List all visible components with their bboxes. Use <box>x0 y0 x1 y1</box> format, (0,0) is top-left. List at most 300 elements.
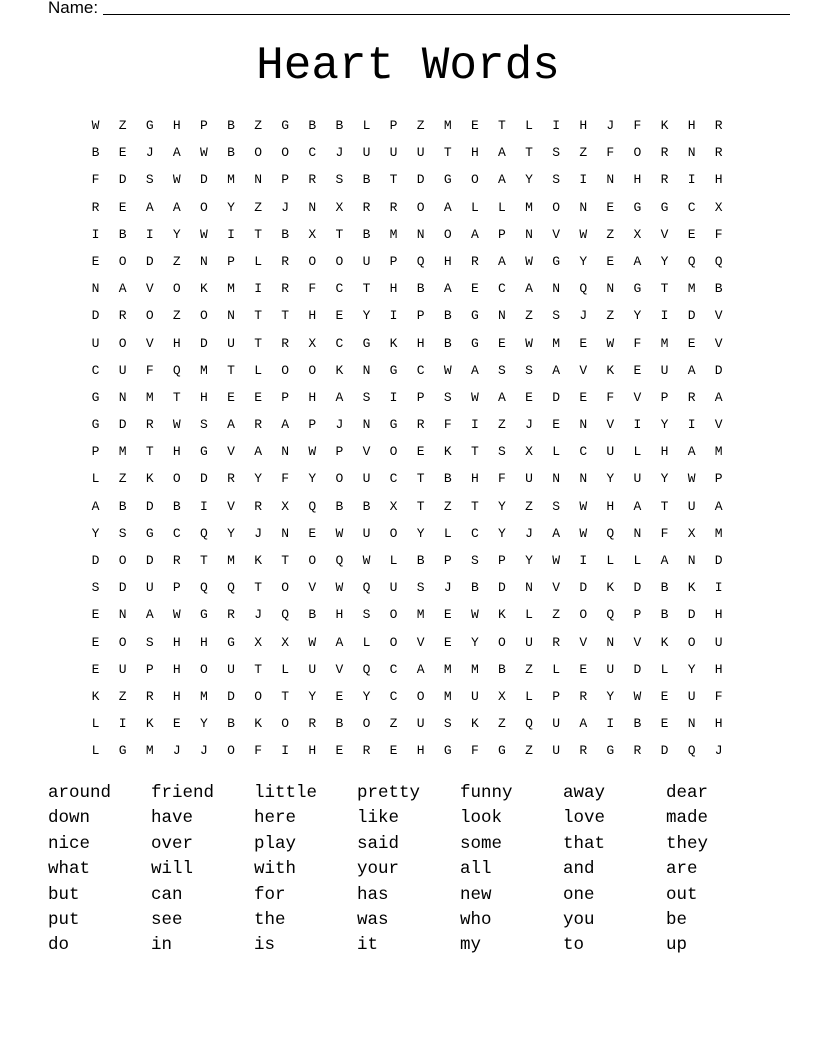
grid-letter: G <box>145 525 154 541</box>
grid-letter: N <box>118 607 127 623</box>
grid-letter: G <box>552 253 561 269</box>
grid-letter: K <box>443 444 452 460</box>
grid-letter: P <box>335 444 344 460</box>
grid-letter: T <box>281 308 290 324</box>
grid-letter: R <box>660 145 669 161</box>
grid-letter: F <box>633 335 642 351</box>
grid-letter: O <box>416 199 425 215</box>
grid-letter: X <box>281 498 290 514</box>
grid-letter: G <box>633 199 642 215</box>
grid-letter: U <box>118 661 127 677</box>
grid-letter: H <box>335 607 344 623</box>
grid-letter: A <box>118 281 127 297</box>
grid-letter: D <box>118 417 127 433</box>
grid-letter: X <box>281 634 290 650</box>
grid-letter: N <box>227 308 235 324</box>
grid-letter: Y <box>227 199 235 215</box>
grid-letter: Y <box>660 417 669 433</box>
grid-letter: F <box>660 525 669 541</box>
name-label: Name: <box>48 0 99 17</box>
grid-letter: N <box>552 281 561 297</box>
grid-letter: S <box>200 417 208 433</box>
grid-letter: R <box>714 145 723 161</box>
grid-letter: Z <box>498 716 506 732</box>
grid-letter: O <box>389 634 398 650</box>
grid-letter: V <box>145 335 154 351</box>
grid-letter: D <box>687 607 696 623</box>
grid-letter: L <box>552 661 561 677</box>
grid-row <box>82 302 734 329</box>
grid-letter: F <box>281 471 290 487</box>
grid-letter: P <box>498 553 506 568</box>
grid-letter: L <box>362 118 371 133</box>
word-bank-item: to <box>563 935 585 956</box>
grid-letter: V <box>145 281 154 297</box>
grid-letter: Y <box>579 253 588 269</box>
grid-letter: G <box>498 743 506 759</box>
grid-letter: E <box>91 634 100 650</box>
grid-letter: H <box>470 471 479 487</box>
grid-letter: E <box>91 661 100 677</box>
grid-letter: L <box>91 471 100 487</box>
grid-letter: H <box>172 444 181 460</box>
grid-letter: V <box>633 389 642 405</box>
grid-row <box>82 166 734 193</box>
grid-letter: A <box>443 281 452 297</box>
grid-letter: A <box>470 226 479 242</box>
grid-letter: O <box>389 607 398 623</box>
grid-letter: L <box>633 444 642 460</box>
grid-letter: U <box>606 661 615 677</box>
word-bank-item: down <box>48 808 91 829</box>
grid-letter: Y <box>525 553 533 568</box>
grid-letter: B <box>660 580 669 596</box>
word-bank-item: dear <box>666 783 709 803</box>
grid-letter: P <box>389 253 398 269</box>
grid-letter: H <box>172 634 181 650</box>
grid-letter: S <box>552 498 561 514</box>
grid-letter: J <box>335 145 344 161</box>
grid-letter: E <box>91 253 100 269</box>
grid-row <box>82 520 734 547</box>
grid-letter: Z <box>579 145 588 161</box>
word-bank <box>48 781 768 959</box>
grid-letter: E <box>660 716 669 732</box>
grid-letter: Q <box>308 498 317 514</box>
grid-letter: T <box>443 145 452 161</box>
grid-letter: D <box>687 308 696 324</box>
grid-letter: H <box>200 389 208 405</box>
grid-row <box>82 629 734 656</box>
grid-letter: Y <box>416 525 425 541</box>
word-bank-item: out <box>666 884 698 905</box>
grid-letter: G <box>227 634 235 650</box>
grid-letter: G <box>633 281 642 297</box>
grid-letter: C <box>172 525 181 541</box>
grid-letter: Y <box>362 688 371 704</box>
grid-letter: S <box>470 553 479 568</box>
word-bank-item: new <box>460 884 492 905</box>
grid-letter: A <box>633 498 642 514</box>
grid-letter: B <box>118 498 127 514</box>
grid-letter: H <box>172 661 181 677</box>
grid-letter: M <box>687 281 696 297</box>
grid-letter: E <box>606 199 615 215</box>
grid-letter: D <box>498 580 506 596</box>
grid-letter: V <box>633 634 642 650</box>
grid-letter: M <box>525 199 533 215</box>
grid-letter: C <box>470 525 479 541</box>
grid-letter: H <box>714 607 723 623</box>
grid-letter: X <box>687 525 696 541</box>
grid-letter: A <box>525 281 533 297</box>
word-bank-item: you <box>563 909 595 930</box>
word-bank-item: made <box>666 808 709 829</box>
grid-letter: K <box>145 716 154 732</box>
grid-letter: W <box>335 525 344 541</box>
grid-letter: Q <box>362 661 371 677</box>
grid-letter: T <box>416 498 425 514</box>
word-bank-item: love <box>563 808 606 829</box>
grid-letter: P <box>443 553 452 568</box>
grid-letter: A <box>552 362 561 378</box>
grid-letter: Q <box>227 580 235 596</box>
letter-grid <box>82 112 734 765</box>
grid-letter: V <box>579 362 588 378</box>
grid-letter: U <box>362 253 371 269</box>
grid-letter: H <box>633 172 642 188</box>
grid-letter: Y <box>606 471 615 487</box>
grid-letter: L <box>281 661 290 677</box>
grid-letter: U <box>687 498 696 514</box>
grid-letter: P <box>281 389 290 405</box>
word-bank-item: and <box>563 859 595 880</box>
grid-letter: E <box>335 308 344 324</box>
grid-letter: Q <box>687 253 696 269</box>
grid-letter: N <box>308 199 317 215</box>
grid-letter: T <box>362 281 371 297</box>
grid-letter: Y <box>308 688 317 704</box>
grid-letter: A <box>633 253 642 269</box>
grid-letter: D <box>145 253 154 269</box>
grid-letter: E <box>470 281 479 297</box>
grid-letter: P <box>416 308 425 324</box>
grid-letter: L <box>525 607 533 623</box>
grid-letter: R <box>362 743 371 759</box>
grid-letter: D <box>660 743 669 759</box>
grid-letter: S <box>498 362 506 378</box>
grid-letter: X <box>525 444 533 460</box>
grid-row <box>82 112 734 139</box>
word-bank-item: all <box>460 859 492 880</box>
grid-letter: A <box>498 172 506 188</box>
grid-letter: S <box>552 172 561 188</box>
grid-letter: R <box>281 253 290 269</box>
word-bank-item: in <box>151 935 173 956</box>
grid-row <box>82 384 734 411</box>
grid-letter: W <box>606 335 615 351</box>
grid-letter: M <box>389 226 398 242</box>
grid-letter: W <box>443 362 452 378</box>
grid-letter: S <box>552 145 561 161</box>
grid-letter: T <box>470 444 479 460</box>
grid-letter: A <box>335 634 344 650</box>
grid-letter: D <box>145 498 154 514</box>
grid-letter: Z <box>606 226 615 242</box>
grid-letter: J <box>281 199 290 215</box>
grid-letter: Y <box>227 525 235 541</box>
grid-letter: H <box>172 688 181 704</box>
grid-letter: D <box>118 172 127 188</box>
grid-letter: M <box>227 172 235 188</box>
grid-letter: E <box>660 688 669 704</box>
grid-letter: C <box>687 199 696 215</box>
grid-letter: T <box>525 145 533 161</box>
grid-letter: M <box>200 688 208 704</box>
grid-letter: J <box>579 308 588 324</box>
grid-letter: K <box>687 580 696 596</box>
word-bank-item: nice <box>48 833 91 854</box>
grid-letter: I <box>389 389 398 405</box>
grid-letter: A <box>416 661 425 677</box>
grid-letter: B <box>633 716 642 732</box>
grid-letter: G <box>91 389 100 405</box>
grid-letter: O <box>335 253 344 269</box>
grid-letter: A <box>172 145 181 161</box>
grid-letter: V <box>714 417 723 433</box>
grid-letter: W <box>172 172 181 188</box>
grid-row <box>82 221 734 248</box>
grid-letter: O <box>145 308 154 324</box>
grid-letter: U <box>525 471 533 487</box>
grid-letter: F <box>443 417 452 433</box>
grid-letter: O <box>254 688 263 704</box>
grid-letter: U <box>389 145 398 161</box>
grid-letter: U <box>525 634 533 650</box>
name-line <box>103 14 790 15</box>
word-bank-item: pretty <box>357 783 421 803</box>
grid-letter: C <box>416 362 425 378</box>
grid-letter: B <box>660 607 669 623</box>
grid-letter: Z <box>498 417 506 433</box>
grid-letter: W <box>525 253 533 269</box>
grid-row <box>82 139 734 166</box>
grid-letter: M <box>227 281 235 297</box>
grid-letter: N <box>579 199 588 215</box>
grid-letter: I <box>687 417 696 433</box>
grid-letter: E <box>579 661 588 677</box>
grid-letter: S <box>443 389 452 405</box>
grid-letter: O <box>200 199 208 215</box>
grid-letter: A <box>687 362 696 378</box>
grid-letter: S <box>498 444 506 460</box>
grid-letter: B <box>498 661 506 677</box>
grid-letter: Z <box>443 498 452 514</box>
grid-letter: L <box>552 444 561 460</box>
word-bank-item: but <box>48 884 80 905</box>
grid-letter: V <box>660 226 669 242</box>
grid-letter: X <box>714 199 723 215</box>
grid-letter: W <box>308 634 317 650</box>
grid-letter: E <box>606 253 615 269</box>
grid-letter: B <box>470 580 479 596</box>
grid-letter: C <box>498 281 506 297</box>
grid-letter: A <box>281 417 290 433</box>
grid-letter: I <box>579 172 588 188</box>
grid-letter: H <box>416 335 425 351</box>
word-bank-item: away <box>563 783 606 803</box>
grid-letter: L <box>443 525 452 541</box>
grid-letter: N <box>687 716 696 732</box>
grid-letter: M <box>552 335 561 351</box>
grid-letter: A <box>172 199 181 215</box>
grid-letter: Q <box>200 525 208 541</box>
grid-letter: V <box>714 335 723 351</box>
grid-letter: I <box>145 226 154 242</box>
grid-letter: P <box>552 688 561 704</box>
grid-letter: O <box>118 634 127 650</box>
grid-letter: Y <box>498 498 506 514</box>
grid-letter: K <box>470 716 479 732</box>
grid-letter: D <box>552 389 561 405</box>
grid-letter: B <box>308 118 317 133</box>
grid-letter: K <box>335 362 344 378</box>
grid-letter: N <box>362 417 371 433</box>
grid-letter: E <box>416 444 425 460</box>
word-bank-item: do <box>48 935 70 956</box>
word-bank-item: see <box>151 909 183 930</box>
grid-letter: L <box>498 199 506 215</box>
grid-letter: E <box>335 743 344 759</box>
grid-letter: O <box>118 335 127 351</box>
grid-letter: L <box>525 118 533 133</box>
grid-letter: A <box>470 362 479 378</box>
grid-letter: N <box>606 634 615 650</box>
grid-letter: O <box>254 145 263 161</box>
grid-letter: A <box>687 444 696 460</box>
grid-letter: M <box>145 389 154 405</box>
grid-letter: A <box>714 389 723 405</box>
grid-letter: H <box>172 335 181 351</box>
grid-letter: O <box>308 362 317 378</box>
grid-letter: C <box>389 471 398 487</box>
grid-row <box>82 194 734 221</box>
grid-letter: A <box>498 389 506 405</box>
word-bank-item: have <box>151 808 194 829</box>
grid-letter: V <box>552 580 561 596</box>
grid-letter: D <box>579 580 588 596</box>
grid-letter: O <box>281 580 290 596</box>
grid-letter: B <box>416 281 425 297</box>
grid-letter: U <box>145 580 154 596</box>
grid-letter: A <box>498 253 506 269</box>
grid-letter: H <box>308 743 317 759</box>
word-bank-item: it <box>357 935 379 956</box>
grid-letter: W <box>525 335 533 351</box>
grid-letter: S <box>118 525 127 541</box>
grid-letter: P <box>308 417 317 433</box>
grid-letter: N <box>687 145 696 161</box>
grid-letter: B <box>335 498 344 514</box>
grid-letter: O <box>633 145 642 161</box>
grid-letter: W <box>687 471 696 487</box>
grid-letter: P <box>145 661 154 677</box>
grid-letter: L <box>525 688 533 704</box>
grid-letter: B <box>443 335 452 351</box>
grid-letter: T <box>335 226 344 242</box>
grid-letter: B <box>362 172 371 188</box>
grid-letter: H <box>416 743 425 759</box>
grid-letter: G <box>145 118 154 133</box>
grid-letter: Z <box>389 716 398 732</box>
grid-letter: N <box>281 525 290 541</box>
grid-letter: L <box>254 253 263 269</box>
grid-letter: K <box>145 471 154 487</box>
grid-letter: D <box>200 471 208 487</box>
grid-letter: V <box>579 634 588 650</box>
grid-letter: Z <box>118 118 127 133</box>
grid-letter: Q <box>281 607 290 623</box>
grid-letter: D <box>200 335 208 351</box>
word-bank-item: some <box>460 833 503 854</box>
grid-letter: O <box>281 145 290 161</box>
grid-letter: M <box>200 362 208 378</box>
grid-letter: B <box>416 553 425 568</box>
grid-letter: W <box>200 226 208 242</box>
word-bank-item: has <box>357 884 389 905</box>
grid-letter: K <box>91 688 100 704</box>
grid-letter: G <box>200 444 208 460</box>
grid-letter: A <box>443 199 452 215</box>
grid-letter: R <box>227 607 235 623</box>
grid-letter: N <box>606 172 615 188</box>
grid-letter: L <box>470 199 479 215</box>
word-bank-item: little <box>254 783 318 803</box>
grid-letter: I <box>91 226 100 242</box>
grid-letter: O <box>416 688 425 704</box>
grid-letter: E <box>118 199 127 215</box>
grid-letter: R <box>362 199 371 215</box>
grid-letter: B <box>91 145 100 161</box>
grid-letter: I <box>470 417 479 433</box>
word-bank-item: over <box>151 833 194 854</box>
grid-letter: N <box>525 580 533 596</box>
grid-letter: I <box>552 118 561 133</box>
grid-letter: E <box>335 688 344 704</box>
grid-letter: K <box>254 553 263 568</box>
grid-letter: J <box>254 525 263 541</box>
grid-letter: N <box>633 525 642 541</box>
grid-letter: S <box>552 308 561 324</box>
grid-row <box>82 330 734 357</box>
grid-letter: P <box>91 444 100 460</box>
word-bank-item: they <box>666 833 709 854</box>
grid-letter: N <box>254 172 263 188</box>
grid-letter: E <box>308 525 317 541</box>
word-bank-item: said <box>357 833 400 854</box>
grid-row <box>82 683 734 710</box>
grid-letter: T <box>172 389 181 405</box>
grid-letter: Y <box>687 661 696 677</box>
grid-letter: T <box>200 553 208 568</box>
grid-letter: Q <box>525 716 533 732</box>
grid-letter: U <box>687 688 696 704</box>
grid-letter: H <box>172 118 181 133</box>
grid-row <box>82 656 734 683</box>
grid-letter: R <box>470 253 479 269</box>
grid-letter: H <box>308 308 317 324</box>
word-bank-item: play <box>254 833 297 854</box>
